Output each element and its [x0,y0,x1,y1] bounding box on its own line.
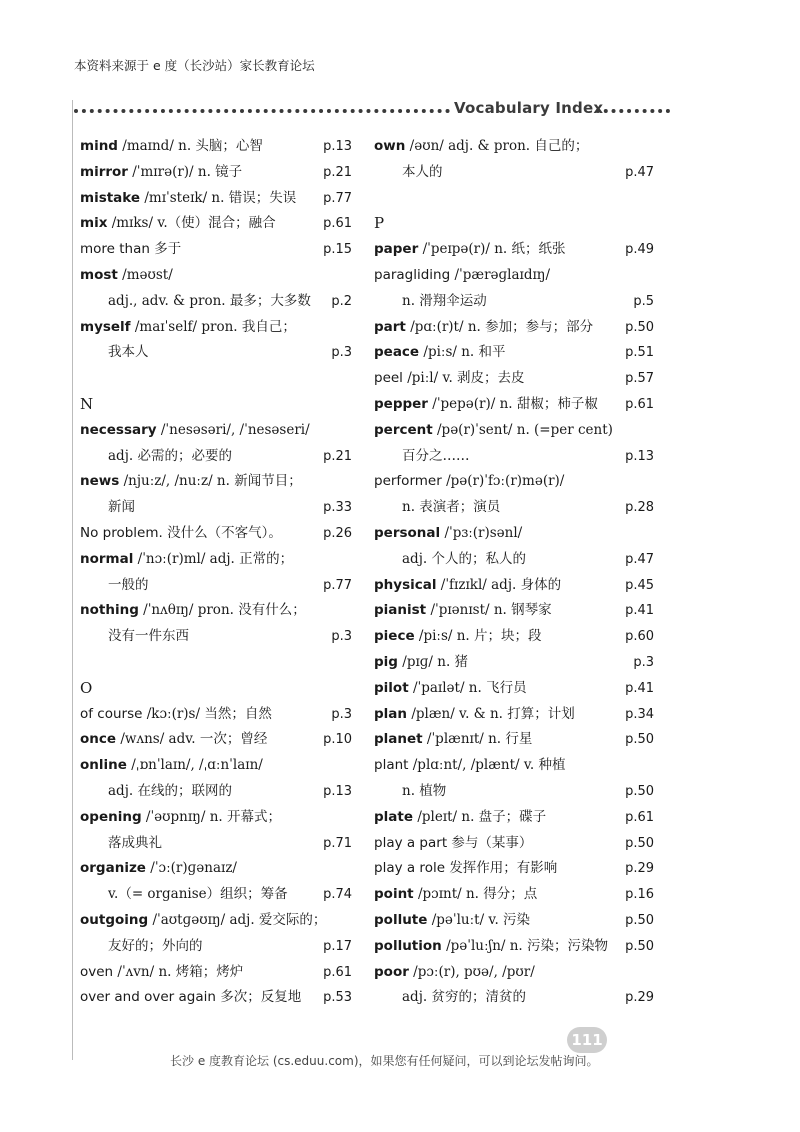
spacer [80,366,352,392]
page-ref: p.28 [625,500,654,516]
vocab-entry [80,315,352,341]
vocab-entry [80,960,352,986]
entry-continuation [80,340,352,366]
definition: 百分之…… [402,447,470,464]
headword: pepper [374,395,428,412]
entry-continuation [80,624,352,650]
definition: 落成典礼 [108,834,162,851]
definition: 本人的 [402,163,443,180]
definition: /pəˈluːʃn/ n. 污染；污染物 [446,937,609,954]
page-ref: p.57 [625,371,654,387]
page-ref: p.77 [323,190,352,206]
vocab-entry [374,134,654,160]
entry-continuation [80,444,352,470]
page-ref: p.49 [625,242,654,258]
headword: mix [80,215,108,232]
headword: plan [374,705,408,722]
vocab-entry [374,469,654,495]
definition: 没什么（不客气）。 [167,524,282,541]
vocab-entry [80,134,352,160]
definition: 发挥作用；有影响 [449,860,558,877]
definition: adj. 在线的；联网的 [108,782,232,799]
definition: /ˈaʊtɡəʊɪŋ/ adj. 爱交际的； [152,911,327,928]
page-margin-rule [72,100,73,1060]
headword: poor [374,963,409,980]
headword: of course [80,705,143,722]
headword: pig [374,653,398,670]
page-ref: p.50 [625,732,654,748]
definition: /njuːz/, /nuːz/ n. 新闻节目； [123,473,302,490]
definition: /məʊst/ [122,266,173,283]
definition: /maɪˈself/ pron. 我自己； [134,318,296,335]
headword: mistake [80,189,141,206]
definition: /ˈnesəsəri/, /ˈnesəseri/ [160,421,310,438]
headword: mind [80,138,118,154]
entry-continuation [80,289,352,315]
page-ref: p.26 [323,525,352,541]
vocab-entry [374,237,654,263]
headword: more than [80,241,150,258]
entry-continuation [80,779,352,805]
page-ref: p.45 [625,577,654,593]
definition: /ˈpepə(r)/ n. 甜椒；柿子椒 [432,395,598,412]
headword: once [80,731,117,748]
headword: over and over again [80,989,216,1006]
headword: myself [80,318,131,335]
headword: news [80,473,120,490]
headword: part [374,318,406,335]
headword: pilot [374,679,409,696]
section-letter: P [374,214,385,233]
definition: /ˈpærəɡlaɪdɪŋ/ [454,266,551,283]
vocab-entry [374,676,654,702]
entry-continuation [374,779,654,805]
definition: /kɔː(r)s/ 当然；自然 [146,705,272,722]
vocab-entry [374,702,654,728]
definition: n. 滑翔伞运动 [402,292,487,309]
definition: 参与（某事） [451,834,533,851]
definition: 没有一件东西 [108,628,189,645]
headword: opening [80,808,142,825]
definition: /plɑːnt/, /plænt/ v. 种植 [412,757,566,774]
definition: adj., adv. & pron. 最多；大多数 [108,292,311,309]
definition: 新闻 [108,499,135,516]
vocab-entry [374,882,654,908]
headword: peace [374,344,420,361]
index-title: Vocabulary Index [454,99,604,117]
vocab-entry [374,521,654,547]
definition: adj. 贫穷的；清贫的 [402,989,526,1006]
page-ref: p.13 [323,139,352,154]
page-ref: p.50 [625,912,654,928]
page-ref: p.33 [323,500,352,516]
vocab-entry [374,934,654,960]
page-ref: p.50 [625,938,654,954]
vocab-entry [374,598,654,624]
definition: /pə(r)ˈsent/ n. (=per cent) [437,421,613,438]
vocab-entry [80,418,352,444]
headword: percent [374,421,433,438]
entry-continuation [80,934,352,960]
definition: 我本人 [108,344,149,361]
headword: organize [80,860,146,877]
definition: /plæn/ v. & n. 打算；计划 [411,705,575,722]
definition: /ˈpɪənɪst/ n. 钢琴家 [430,602,552,619]
headword: pollute [374,911,428,928]
definition: /ˈɔː(r)ɡənaɪz/ [150,860,237,877]
page-ref: p.50 [625,783,654,799]
definition: /əʊn/ adj. & pron. 自己的； [409,138,589,154]
page-ref: p.53 [323,990,352,1006]
headword: own [374,138,406,154]
page-ref: p.3 [331,629,352,645]
definition: 一般的 [108,576,149,593]
headword: personal [374,524,441,541]
headword: play a part [374,834,448,851]
definition: /ˈfɪzɪkl/ adj. 身体的 [440,576,562,593]
vocab-entry [374,573,654,599]
headword: mirror [80,163,128,180]
page-ref: p.60 [625,629,654,645]
definition: v.（= organise）组织；筹备 [108,886,288,903]
entry-continuation [80,882,352,908]
entry-continuation [374,289,654,315]
entry-continuation [374,160,654,186]
definition: /ˈnʌθɪŋ/ pron. 没有什么； [143,602,306,619]
entry-continuation [374,547,654,573]
page-ref: p.3 [331,706,352,722]
footer-note: 长沙 e 度教育论坛 (cs.eduu.com)，如果您有任何疑问，可以到论坛发帖询问。 [170,1054,599,1068]
vocab-entry [80,160,352,186]
definition: adj. 个人的；私人的 [402,550,526,567]
page-number-badge: 111 [567,1027,607,1053]
headword: piece [374,628,415,645]
definition: /pə(r)ˈfɔː(r)mə(r)/ [446,473,565,490]
definition: n. 植物 [402,782,447,799]
headword: nothing [80,602,139,619]
vocab-entry [374,624,654,650]
page-ref: p.29 [625,990,654,1006]
page-ref: p.71 [323,835,352,851]
entry-continuation [374,444,654,470]
headword: online [80,757,127,774]
vocab-entry [80,856,352,882]
vocab-entry [374,392,654,418]
page-ref: p.21 [323,164,352,180]
definition: /pɑː(r)t/ n. 参加；参与；部分 [410,318,594,335]
vocab-entry [80,727,352,753]
headword: planet [374,731,423,748]
definition: 多次；反复地 [220,989,302,1006]
entry-continuation [374,495,654,521]
definition: n. 表演者；演员 [402,499,501,516]
page-ref: p.3 [331,345,352,361]
headword: point [374,886,414,903]
vocab-entry [374,960,654,986]
entry-continuation [80,573,352,599]
page-ref: p.13 [625,448,654,464]
vocab-entry [374,856,654,882]
spacer [80,650,352,676]
headword: No problem. [80,524,163,541]
left-column [80,134,352,1011]
definition: /ˈmɪrə(r)/ n. 镜子 [132,163,243,180]
page-ref: p.74 [323,887,352,903]
index-header-bar [74,99,670,118]
vocab-entry [374,650,654,676]
definition: /ˈəʊpnɪŋ/ n. 开幕式； [145,808,281,825]
page-ref: p.16 [625,887,654,903]
definition: /pəˈluːt/ v. 污染 [431,911,531,928]
vocab-entry [80,211,352,237]
page-ref: p.41 [625,603,654,619]
source-note: 本资料来源于 e 度（长沙站）家长教育论坛 [74,58,315,73]
headword: oven [80,963,114,980]
headword: physical [374,576,437,593]
definition: /ˈʌvn/ n. 烤箱；烤炉 [117,963,244,980]
page-ref: p.41 [625,680,654,696]
headword: outgoing [80,911,149,928]
definition: /mɪˈsteɪk/ n. 错误；失误 [144,189,297,206]
headword: paper [374,241,419,258]
headword: paragliding [374,266,451,283]
page-ref: p.77 [323,577,352,593]
vocab-entry [374,263,654,289]
definition: adj. 必需的；必要的 [108,447,232,464]
page-ref: p.29 [625,861,654,877]
page-ref: p.47 [625,164,654,180]
vocab-entry [80,985,352,1011]
definition: /ˈnɔː(r)ml/ adj. 正常的； [137,550,294,567]
page-ref: p.17 [323,938,352,954]
definition: /mɪks/ v.（使）混合；融合 [111,215,276,232]
definition: /ˈpaɪlət/ n. 飞行员 [412,679,527,696]
vocab-entry [80,598,352,624]
definition: /piːl/ v. 剥皮；去皮 [407,370,525,387]
vocab-entry [374,418,654,444]
page-ref: p.50 [625,835,654,851]
page-ref: p.61 [625,396,654,412]
page-ref: p.51 [625,345,654,361]
vocab-entry [374,340,654,366]
vocab-entry [374,753,654,779]
vocab-entry [374,366,654,392]
definition: /ˈpeɪpə(r)/ n. 纸；纸张 [422,241,566,258]
definition: /ˈpɜː(r)sənl/ [444,524,523,541]
vocab-entry [80,702,352,728]
definition: /wʌns/ adv. 一次；曾经 [120,731,268,748]
definition: /ˌɒnˈlaɪn/, /ˌɑːnˈlaɪn/ [131,757,263,774]
entry-continuation [80,495,352,521]
headword: necessary [80,421,157,438]
headword: plate [374,808,414,825]
headword: pianist [374,602,427,619]
page-ref: p.61 [625,809,654,825]
vocab-entry [80,263,352,289]
vocab-entry [80,547,352,573]
page-ref: p.47 [625,551,654,567]
definition: /pɪɡ/ n. 猪 [402,653,469,670]
page-ref: p.50 [625,319,654,335]
definition: 友好的；外向的 [108,937,203,954]
page-ref: p.10 [323,732,352,748]
vocab-entry [80,237,352,263]
definition: /pleɪt/ n. 盘子；碟子 [417,808,547,825]
page-ref: p.5 [633,293,654,309]
page-ref: p.15 [323,242,352,258]
page-ref: p.13 [323,783,352,799]
page-ref: p.61 [323,964,352,980]
vocab-entry [374,831,654,857]
section-letter: N [80,394,94,413]
definition: /maɪnd/ n. 头脑；心智 [122,138,263,154]
vocab-entry [80,908,352,934]
vocab-entry [80,469,352,495]
spacer [374,186,654,212]
headword: most [80,266,118,283]
vocab-entry [80,521,352,547]
vocab-entry [80,186,352,212]
vocab-entry [374,805,654,831]
page-ref: p.3 [633,654,654,670]
definition: /ˈplænɪt/ n. 行星 [426,731,533,748]
vocab-entry [374,727,654,753]
headword: pollution [374,937,442,954]
dotted-rule-right [596,109,670,113]
page-ref: p.21 [323,448,352,464]
definition: 多于 [154,241,182,258]
definition: /pɔː(r), pʊə/, /pʊr/ [413,963,535,980]
vocab-entry [374,908,654,934]
headword: plant [374,757,409,774]
page-ref: p.2 [331,293,352,309]
vocab-entry [80,805,352,831]
headword: performer [374,473,442,490]
vocab-entry [80,753,352,779]
definition: /pɔɪnt/ n. 得分；点 [417,886,538,903]
dotted-rule-left [74,109,450,113]
headword: peel [374,370,403,387]
entry-continuation [374,985,654,1011]
entry-continuation [80,831,352,857]
vocab-entry [374,315,654,341]
definition: /piːs/ n. 和平 [423,344,506,361]
page-ref: p.61 [323,216,352,232]
headword: play a role [374,860,446,877]
page-ref: p.34 [625,706,654,722]
definition: /piːs/ n. 片；块；段 [418,628,542,645]
right-column [374,134,654,1011]
headword: normal [80,550,134,567]
section-letter: O [80,678,93,697]
